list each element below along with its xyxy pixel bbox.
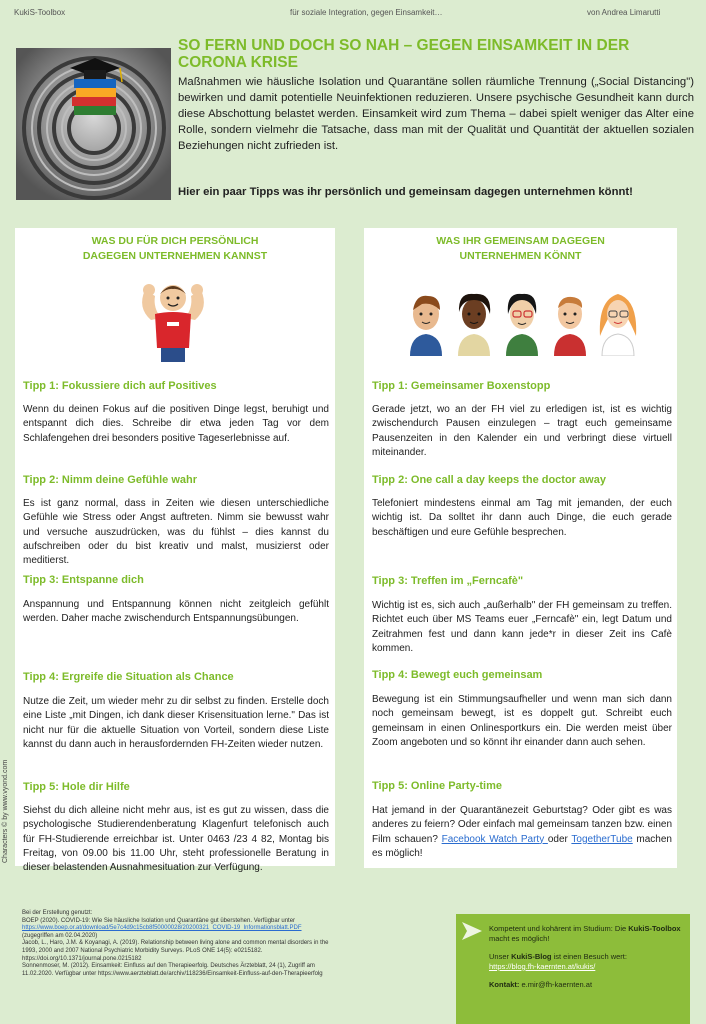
group-tip-1-heading: Tipp 1: Gemeinsamer Boxenstopp [372,380,551,392]
labyrinth-graduation-image [16,48,171,200]
personal-tip-3-text: Anspannung und Entspannung können nicht zeitgleich gefühlt werden. Daher mache zwischendurch Entspannungsübungen. [23,599,329,625]
promo-text [489,924,685,999]
personal-tip-2-heading: Tipp 2: Nimm deine Gefühle wahr [23,474,197,486]
group-tip-2-text: Telefoniert mindestens einmal am Tag mit jemanden, der euch wichtig ist. Da solltet ihr dann auch Dinge, die euch gerade beschäftigen und eure Gefühle besprechen. [372,498,672,538]
personal-tip-1-heading: Tipp 1: Fokussiere dich auf Positives [23,380,217,392]
references-title: Bei der Erstellung genutzt: [22,910,93,916]
group-tips-panel [364,228,677,868]
group-tip-5-heading: Tipp 5: Online Party-time [372,780,502,792]
group-tips-title: WAS IHR GEMEINSAM DAGEGEN UNTERNEHMEN KÖNNT [436,235,605,262]
reference-line: (zugegriffen am 02.04.2020) [22,932,98,939]
intro-paragraph: Maßnahmen wie häusliche Isolation und Quarantäne sollen räumliche Trennung („Social Distancing") bewirken und damit potentielle Neuinfektionen reduzieren. Unsere psychische Gesundheit kann durch diese Abschottung belastet werden. Einsamkeit wird zum Thema – dabei spielt weniger das Alter eine Rolle, sondern vielmehr die Tatsache, dass man mit der Qualität und Quantität der aktuellen sozialen Beziehungen nicht zufrieden ist. [178,76,694,152]
reference-line: BOEP (2020). COVID-19: Wie Sie häusliche Isolation und Quarantäne gut überstehen. Verfügbar unter [22,917,296,924]
kukis-blog-link[interactable]: https://blog.fh-kaernten.at/kukis/ [489,961,596,971]
togethertube-link[interactable]: TogetherTube [571,833,633,845]
reference-line: https://doi.org/10.1371/journal.pone.0215182 [22,955,142,962]
group-tip-4-text: Bewegung ist ein Stimmungsaufheller und wenn man sich dann noch gemeinsam bewegt, ist es doppelt gut. Schreibt euch gemeinsam in einen Onlinesportkurs ein. Die werden meist über Zoom angeboten und so könnt ihr einander dann auch sehen. [372,694,672,748]
group-tip-2-heading: Tipp 2: One call a day keeps the doctor away [372,474,606,486]
personal-tip-5-heading: Tipp 5: Hole dir Hilfe [23,781,130,793]
header-author: von Andrea Limarutti [587,8,661,17]
group-tip-1-text: Gerade jetzt, wo an der FH viel zu erledigen ist, ist es wichtig zwischendurch Pausen einzulegen – tragt euch gemeinsame Pausenzeiten in den Kalender ein und verbringt diese virtuell miteinander. [372,404,672,458]
group-characters-illustration [402,286,642,356]
group-tip-5-text [372,804,672,861]
personal-tips-panel [15,228,335,874]
reference-line: Jacob, L., Haro, J.M. & Koyanagi, A. (2019). Relationship between living alone and common mental disorders in the [22,940,329,947]
reference-link-boep[interactable]: https://www.boep.or.at/download/5e7c4d9c15cb8f50000028/20200321_COVID-19_Informationsblatt.PDF [22,925,302,932]
kukis-promo-box [456,914,690,1024]
group-tip-3-heading: Tipp 3: Treffen im „Ferncafè" [372,575,524,587]
page-title: SO FERN UND DOCH SO NAH – GEGEN EINSAMKEIT IN DER CORONA KRISE [178,37,630,71]
facebook-watch-party-link[interactable]: Facebook Watch Party [441,833,548,845]
page-header [0,0,706,22]
reference-line: Sonnenmoser, M. (2012). Einsamkeit: Einfluss auf den Therapieerfolg. Deutsches Ärzteblatt, 24 (1), Zugriff am [22,963,315,970]
header-brand: KukiS-Toolbox [14,8,66,17]
flexing-character-illustration [123,268,223,368]
references-block [22,910,437,978]
personal-tip-1-text: Wenn du deinen Fokus auf die positiven Dinge legst, beruhigt und entspannt dich dies. Schreibe dir etwa jeden Tag vor dem Schlafengehen drei besonders positive Tageserlebnisse auf. [23,404,329,444]
promo-toolbox-line: Kompetent und kohärent im Studium: Die KukiS-Toolbox macht es möglich! [489,924,681,943]
promo-contact-line: Kontakt: e.mir@fh-kaernten.at [489,980,593,990]
personal-tip-3-heading: Tipp 3: Entspanne dich [23,574,144,586]
header-tagline: für soziale Integration, gegen Einsamkeit… [290,8,443,17]
promo-blog-line: Unser KukiS-Blog ist einen Besuch wert: https://blog.fh-kaernten.at/kukis/ [489,952,627,971]
group-tip-5-text-mid: oder [547,833,572,845]
personal-tip-4-text: Nutze die Zeit, um wieder mehr zu dir selbst zu finden. Erstelle doch eine Liste „mit Dingen, ich dank dieser Krisensituation lerne." Das ist nicht nur für die aktuelle Situation von Vorteil, sondern diese Liste kannst du dann auch in herausfordernden FH-Zeiten wieder nutzen. [23,696,329,750]
personal-tip-2-text: Es ist ganz normal, dass in Zeiten wie diesen unterschiedliche Gefühle wie Stress oder Angst auftreten. Nimm sie bewusst wahr und versuche auszudrücken, was du fühlst – dies kannst du aufschreiben oder du bist kreativ und malst, musizierst oder meditierst. [23,498,329,567]
group-tip-3-text: Wichtig ist es, sich auch „außerhalb" der FH gemeinsam zu treffen. Richtet euch über MS Teams euer „Ferncafè" ein, legt Datum und Zeitrahmen fest und dann kann jede*r in dieser Zeit ins Cafè kommen. [372,600,672,654]
reference-line: 1993, 2000 and 2007 National Psychiatric Morbidity Surveys. PLoS ONE 14(5): e0215182. [22,947,263,954]
personal-tips-title: WAS DU FÜR DICH PERSÖNLICH DAGEGEN UNTERNEHMEN KANNST [82,235,268,262]
intro-call-to-action: Hier ein paar Tipps was ihr persönlich und gemeinsam dagegen unternehmen könnt! [178,186,633,198]
group-tip-5-text-end: machen es möglich! [372,833,672,859]
group-tip-4-heading: Tipp 4: Bewegt euch gemeinsam [372,669,543,681]
promo-arrow-icon [460,920,486,942]
group-tip-5-text-start: Hat jemand in der Quarantänezeit Geburtstag? Oder gibt es was anderes zu feiern? Oder einfach mal gemeinsam tanzen bzw. einen Film schauen? [372,805,672,845]
reference-line: 11.02.2020. Verfügbar unter https://www.aerzteblatt.de/archiv/118236/Einsamkeit-Einfluss-auf-den-Therapieerfolg [22,970,323,977]
personal-tip-5-text: Siehst du dich alleine nicht mehr aus, ist es gut zu wissen, dass die psychologische Studierendenberatung Klagenfurt telefonisch auch für FH-Studierende erreichbar ist. Unter 0463 /23 4 82, Montag bis Freitag, von 09.00 bis 11.00 Uhr, steht professionelle Beratung in dieser belastenden Ausnahmesituation zur Verfügung. [23,805,329,874]
personal-tip-4-heading: Tipp 4: Ergreife die Situation als Chance [23,671,234,683]
illustration-credit: Characters © by www.vyond.com [2,759,9,863]
contact-email[interactable]: e.mir@fh-kaernten.at [519,980,593,990]
